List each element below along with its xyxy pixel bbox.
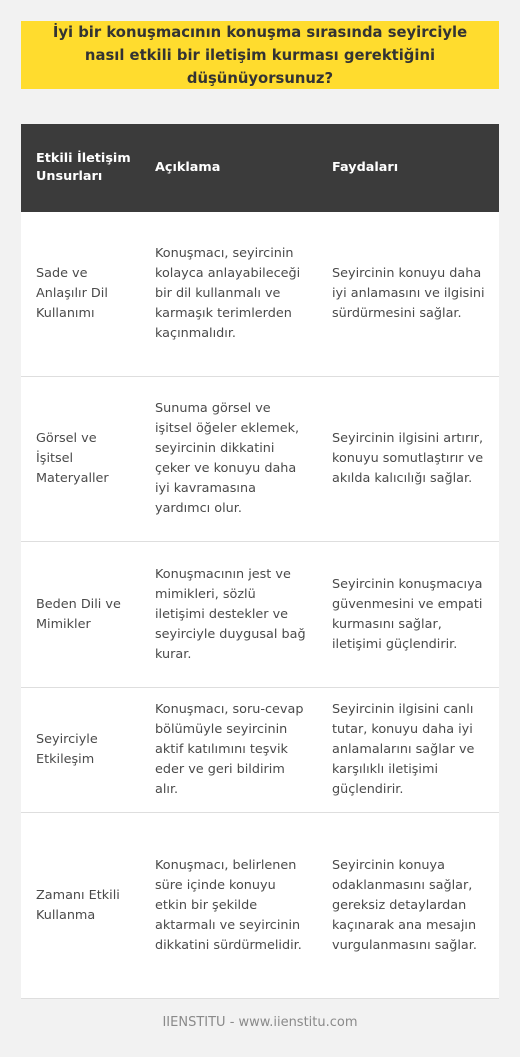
table-cell: Seyircinin konuşmacıya güvenmesini ve empati kurmasını sağlar, iletişimi güçlendirir. xyxy=(332,576,483,652)
table-cell: Görsel ve İşitsel Materyaller xyxy=(36,431,109,486)
table-cell: Seyircinin ilgisini artırır, konuyu somutlaştırır ve akılda kalıcılığı sağlar. xyxy=(332,431,484,486)
table-row xyxy=(21,377,499,542)
header-cell: Açıklama xyxy=(155,160,221,175)
comparison-table xyxy=(21,124,499,999)
table-cell: Konuşmacının jest ve mimikleri, sözlü iletişimi destekler ve seyirciyle duygusal bağ kurar. xyxy=(155,566,306,662)
footer-credit: IIENSTITU - www.iienstitu.com xyxy=(162,1015,358,1030)
table-row xyxy=(21,688,499,813)
table-cell: Seyircinin konuyu daha iyi anlamasını ve ilgisini sürdürmesini sağlar. xyxy=(332,266,485,321)
table-cell: Konuşmacı, seyircinin kolayca anlayabileceği bir dil kullanmalı ve karmaşık terimlerden kaçınmalıdır. xyxy=(155,246,301,341)
header-cell: Faydaları xyxy=(332,160,399,175)
table-cell: Sunuma görsel ve işitsel öğeler eklemek, seyircinin dikkatini çeker ve konuyu daha iyi kavramasına yardımcı olur. xyxy=(155,401,300,516)
table-row xyxy=(21,813,499,999)
table-header-row xyxy=(21,124,499,212)
table-cell: Zamanı Etkili Kullanma xyxy=(36,887,120,923)
table-cell: Seyircinin konuya odaklanmasını sağlar, gereksiz detaylardan kaçınarak ana mesajın vurgulanmasını sağlar. xyxy=(332,857,477,953)
table-cell: Sade ve Anlaşılır Dil Kullanımı xyxy=(36,266,108,321)
title-banner xyxy=(21,21,499,89)
table-row xyxy=(21,542,499,688)
header-cell: Etkili İletişim Unsurları xyxy=(36,151,131,184)
page-title: İyi bir konuşmacının konuşma sırasında seyirciyle nasıl etkili bir iletişim kurması gerektiğini düşünüyorsunuz? xyxy=(52,23,468,87)
table-cell: Konuşmacı, belirlenen süre içinde konuyu etkin bir şekilde aktarmalı ve seyircinin dikkatini sürdürmelidir. xyxy=(155,857,302,953)
table-cell: Seyircinin ilgisini canlı tutar, konuyu daha iyi anlamalarını sağlar ve karşılıklı iletişimi güçlendirir. xyxy=(332,702,475,797)
table-cell: Konuşmacı, soru-cevap bölümüyle seyircinin aktif katılımını teşvik eder ve geri bildirim alır. xyxy=(155,702,304,797)
table-row xyxy=(21,212,499,377)
table-cell: Seyirciyle Etkileşim xyxy=(36,732,98,767)
table-cell: Beden Dili ve Mimikler xyxy=(36,596,121,632)
